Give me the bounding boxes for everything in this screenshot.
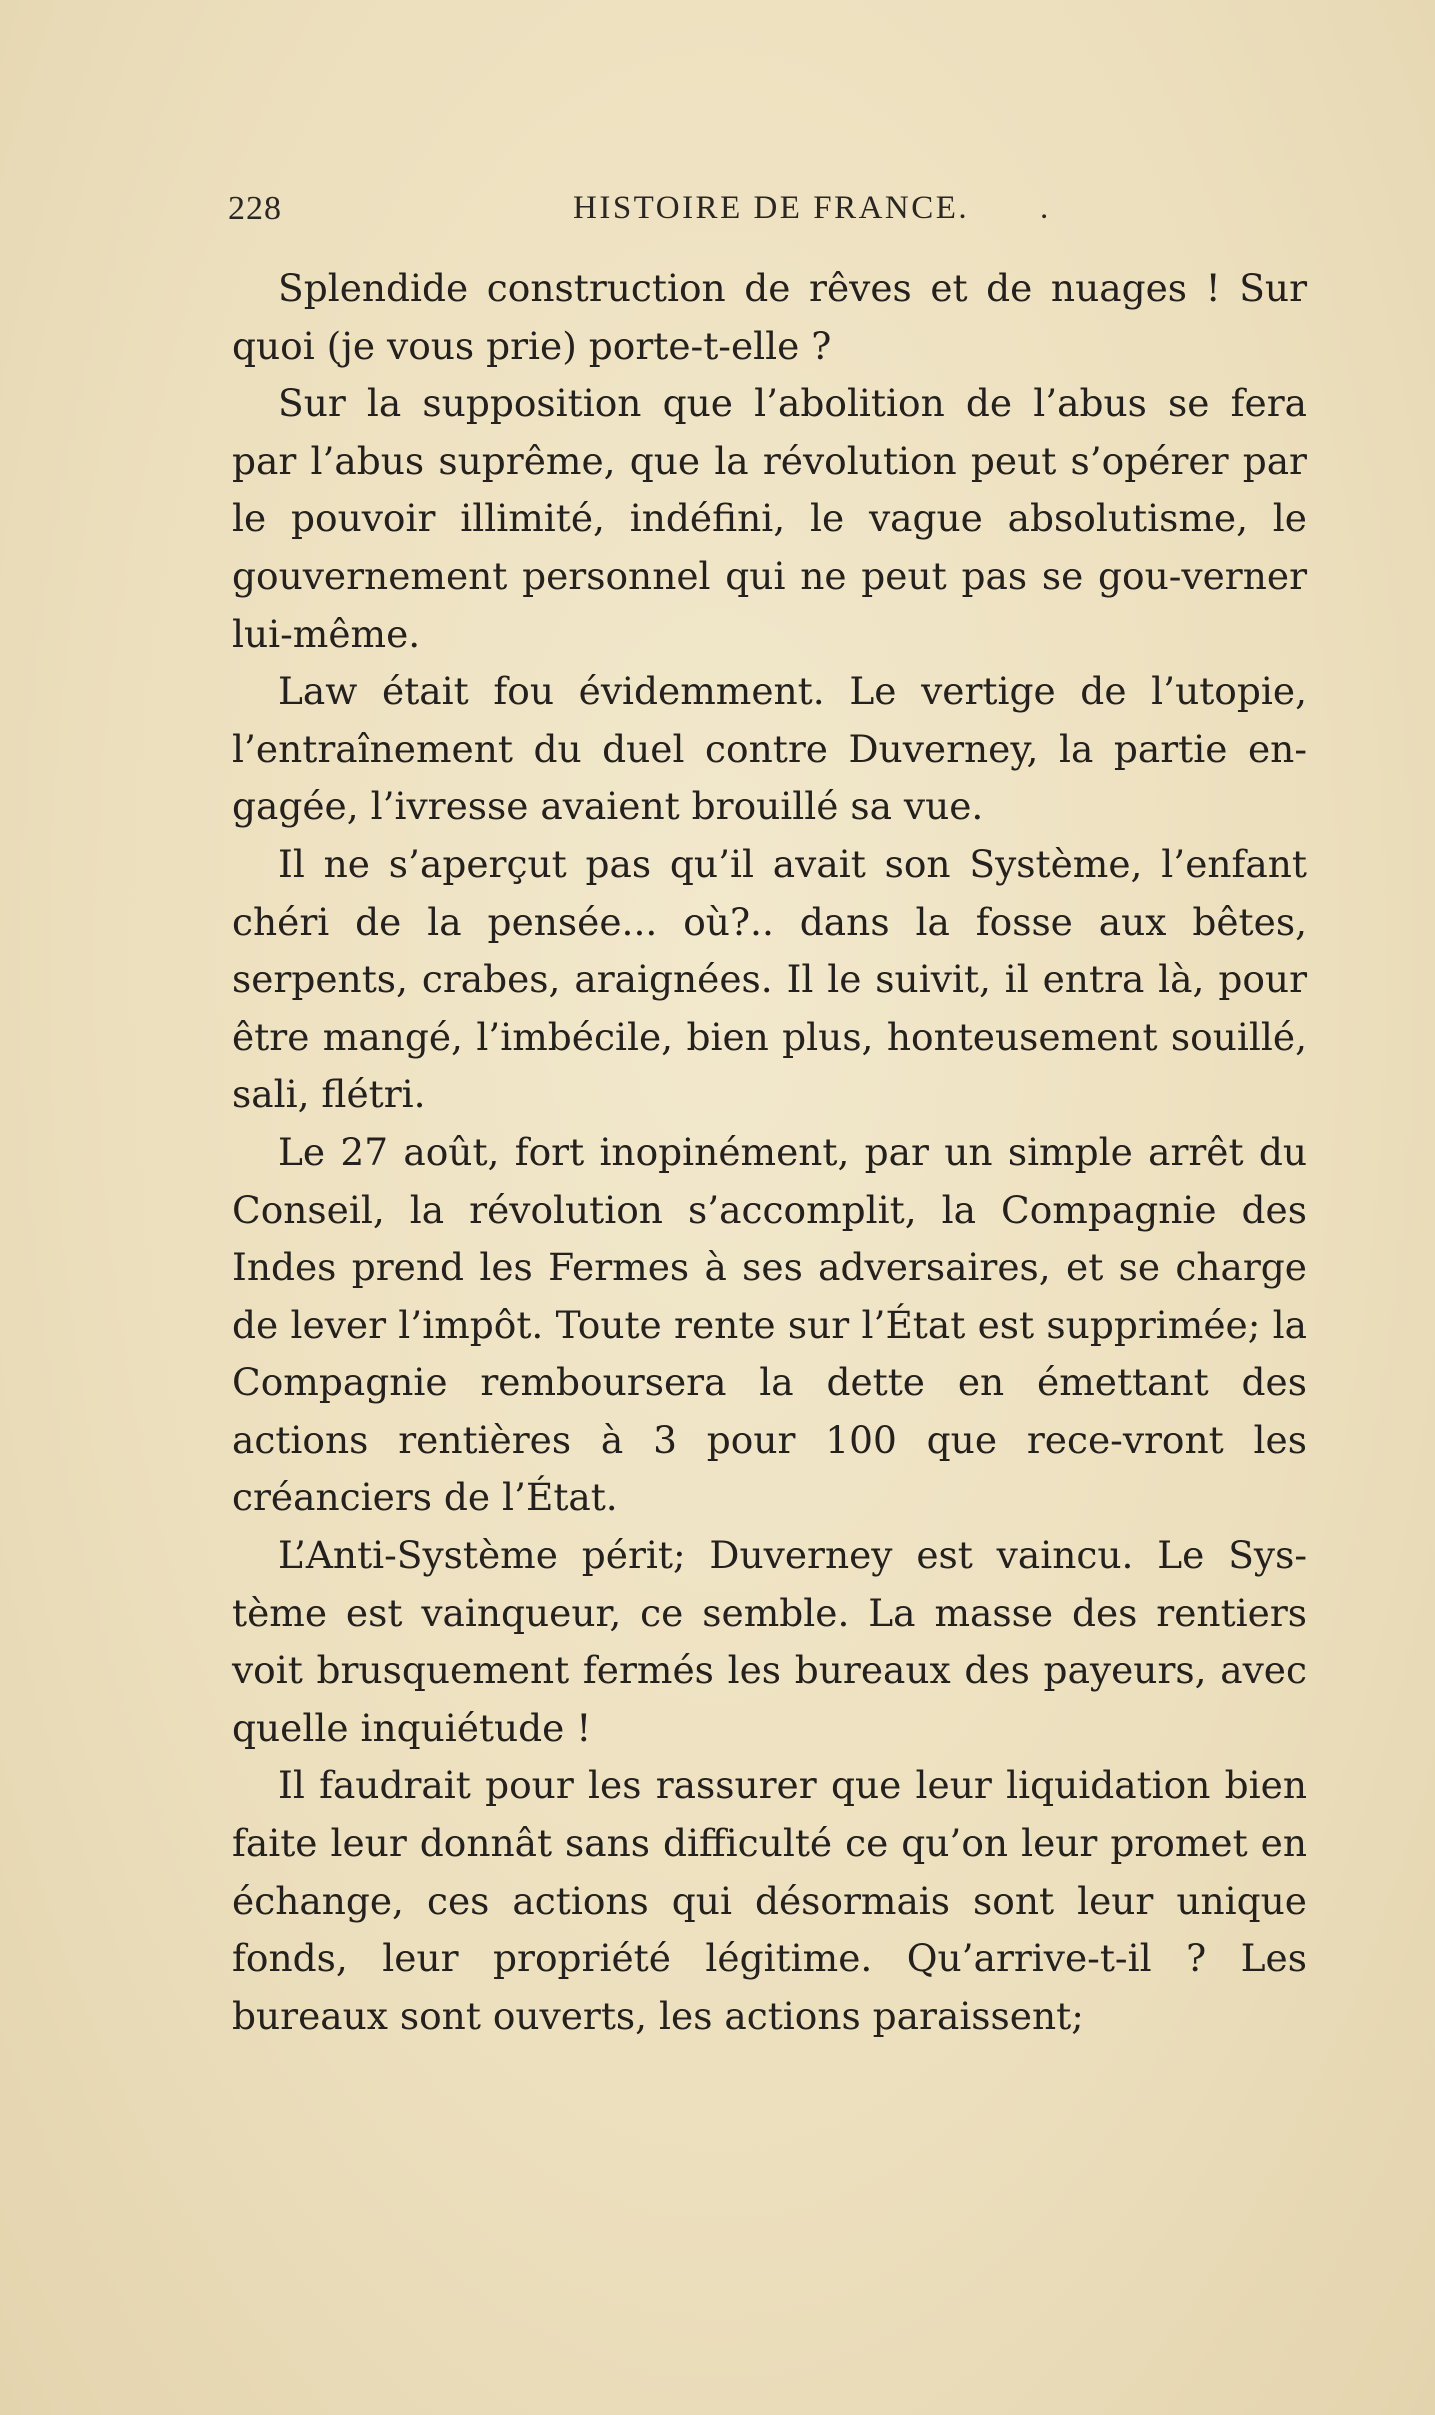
page-number: 228 bbox=[228, 190, 282, 227]
paragraph-5: Le 27 août, fort inopinément, par un simple arrêt du Conseil, la révolution s’accomplit, la Compagnie des Indes prend les Fermes à ses adversaires, et se charge de lever l’impôt. Toute rente sur l’État est supprimée; la Compagnie remboursera la dette en émettant des actions rentières à 3 pour 100 que rece-vront les créanciers de l’État. bbox=[232, 1129, 1307, 1520]
running-head bbox=[228, 190, 1308, 240]
paragraph-2: Sur la supposition que l’abolition de l’abus se fera par l’abus suprême, que la révolution peut s’opérer par le pouvoir illimité, indéfini, le vague absolutisme, le gouvernement personnel qui ne peut pas se gou-verner lui-même. bbox=[232, 381, 1307, 656]
paragraph-6: L’Anti-Système périt; Duverney est vaincu. Le Sys-tème est vainqueur, ce semble. La masse des rentiers voit brusquement fermés les bureaux des payeurs, avec quelle inquiétude ! bbox=[232, 1533, 1307, 1750]
paragraph-7: Il faudrait pour les rassurer que leur liquidation bien faite leur donnât sans difficulté ce qu’on leur promet en échange, ces actions qui désormais sont leur unique fonds, leur propriété légitime. Qu’arrive-t-il ? Les bureaux sont ouverts, les actions paraissent; bbox=[232, 1763, 1307, 2038]
paragraph-3: Law était fou évidemment. Le vertige de l’utopie, l’entraînement du duel contre Duverney, la partie en-gagée, l’ivresse avaient brouillé sa vue. bbox=[232, 669, 1307, 829]
body-text bbox=[232, 260, 1307, 2045]
header-mark: . bbox=[1040, 190, 1049, 226]
paragraph-1: Splendide construction de rêves et de nuages ! Sur quoi (je vous prie) porte-t-elle ? bbox=[232, 266, 1307, 368]
paragraph-4: Il ne s’aperçut pas qu’il avait son Système, l’enfant chéri de la pensée... où?.. dans la fosse aux bêtes, serpents, crabes, araignées. Il le suivit, il entra là, pour être mangé, l’imbécile, bien plus, honteusement souillé, sali, flétri. bbox=[232, 841, 1307, 1117]
running-title: HISTOIRE DE FRANCE. bbox=[573, 190, 970, 226]
